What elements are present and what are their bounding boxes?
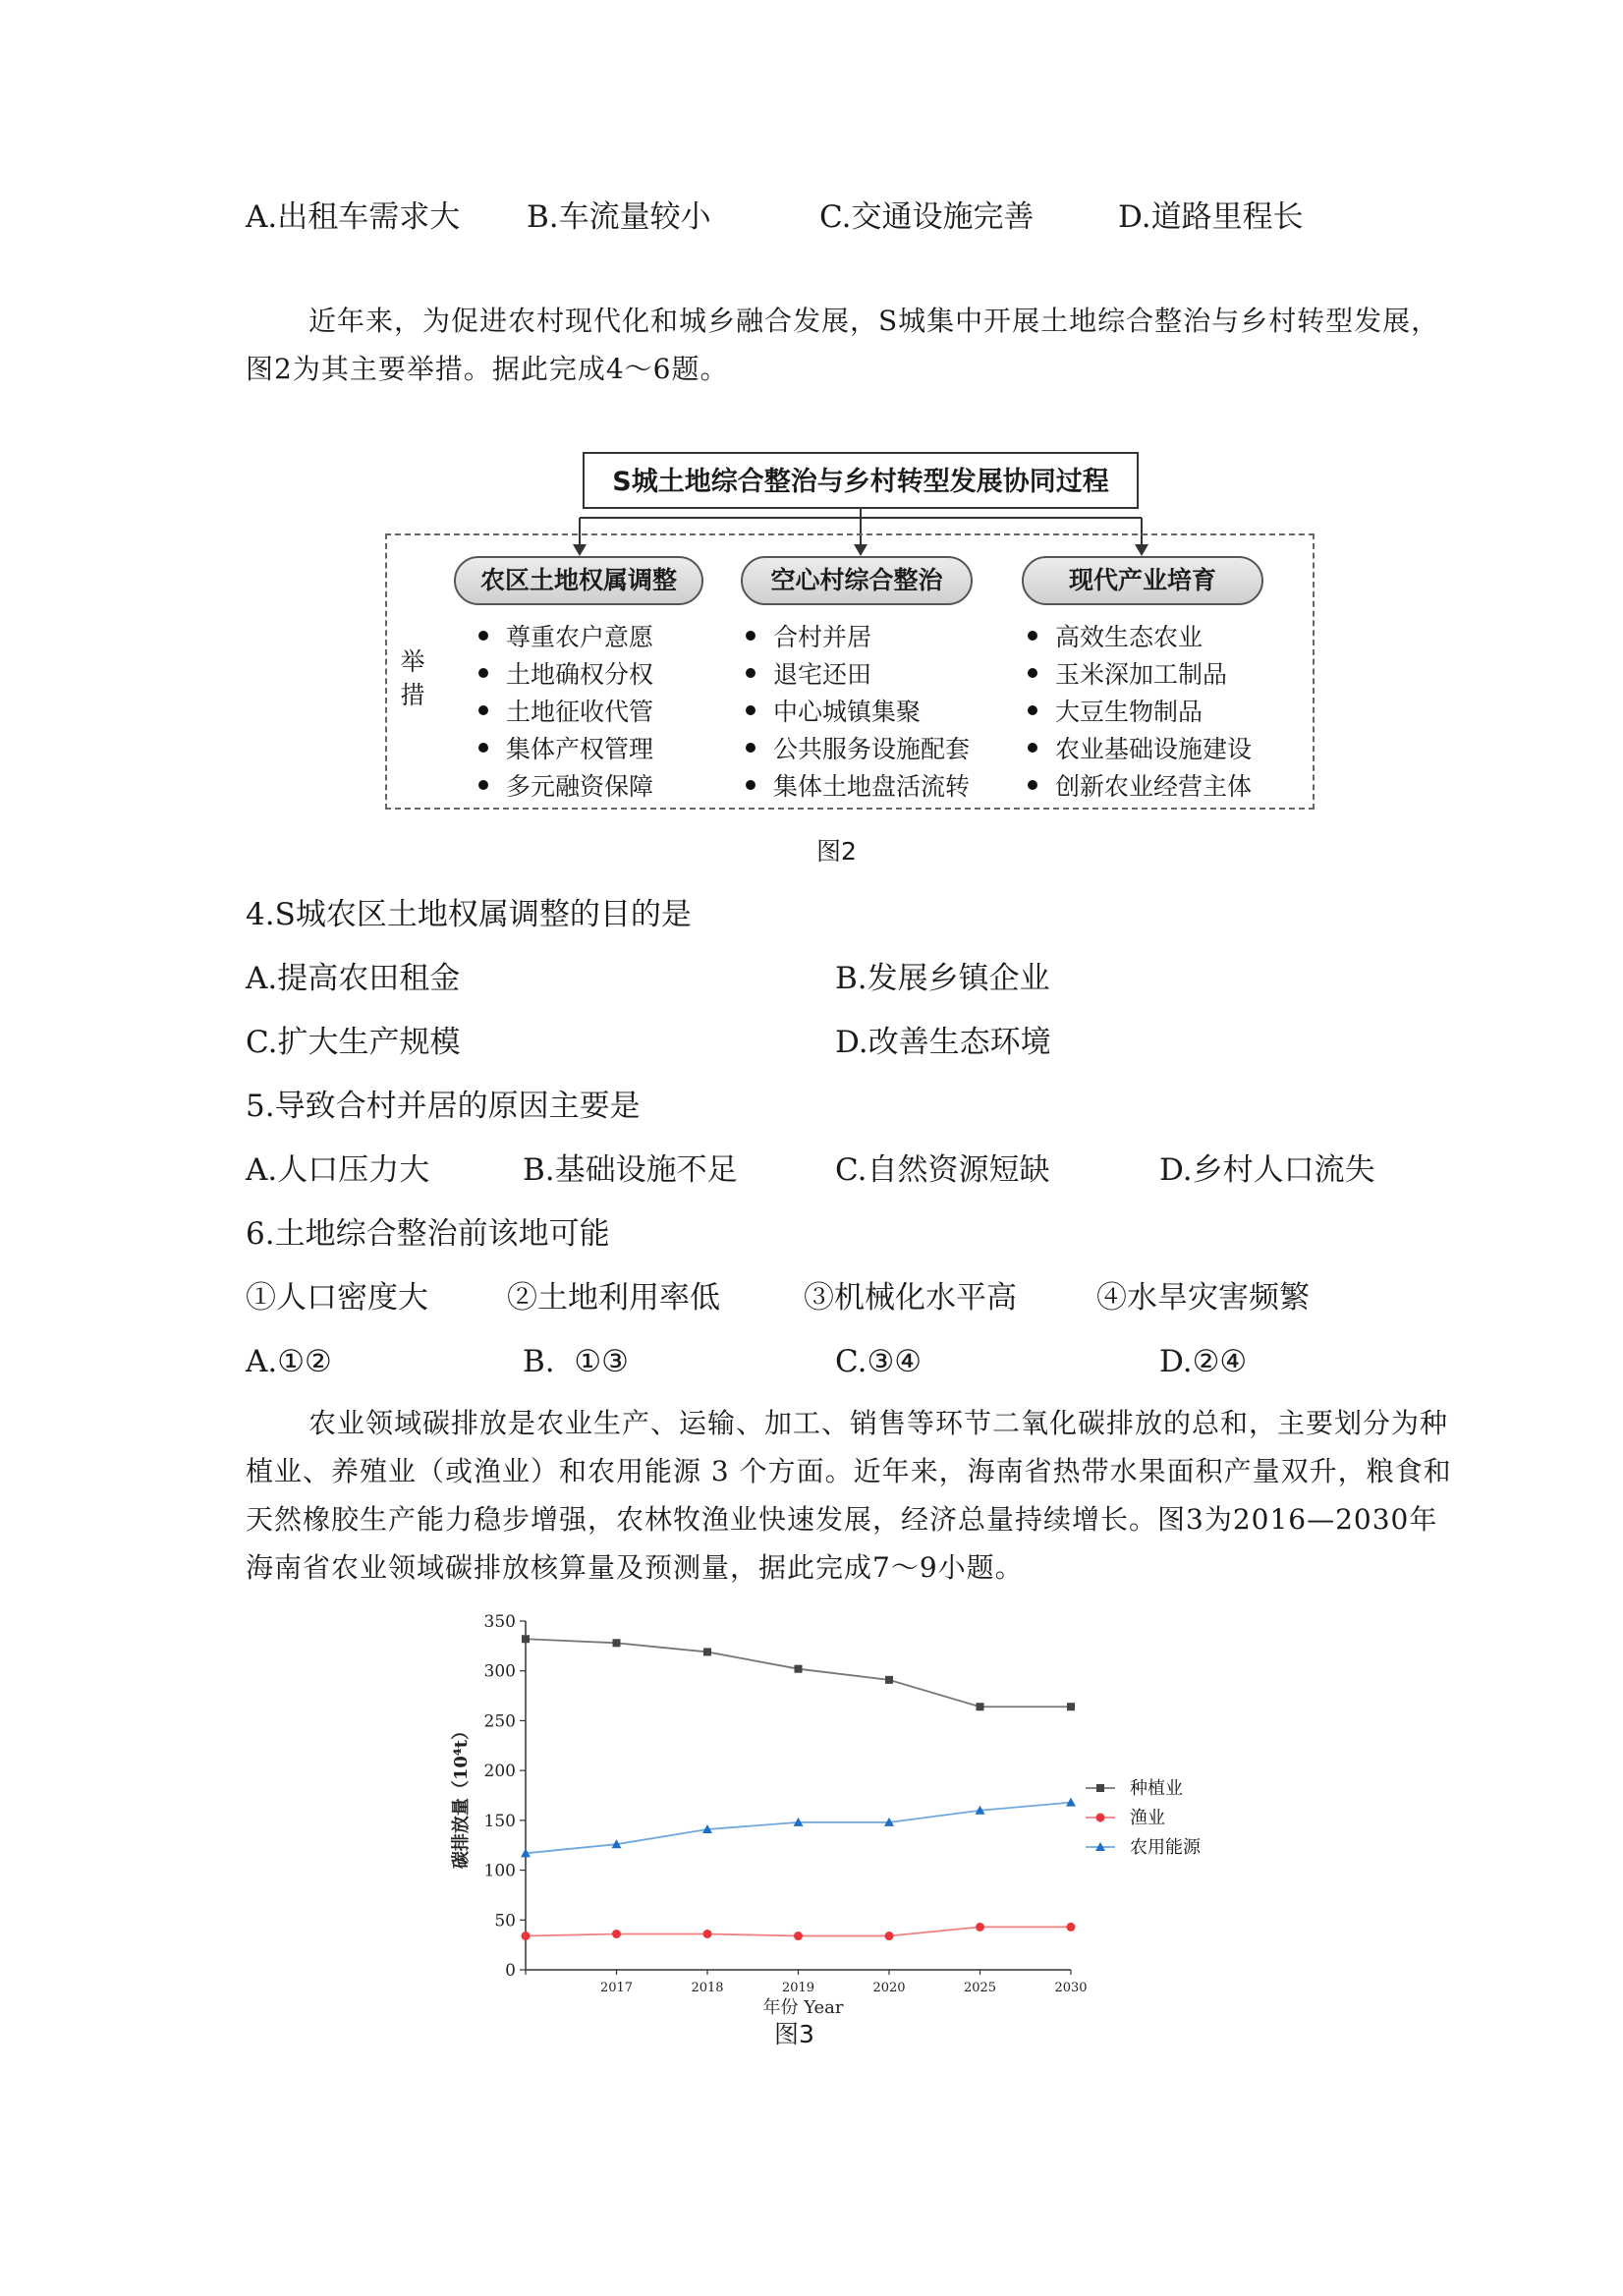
- list-item: 尊重农户意愿: [478, 619, 653, 656]
- list-item: 土地确权分权: [478, 656, 653, 694]
- bullet-icon: [478, 631, 488, 641]
- x-tick-label: 2025: [963, 1981, 997, 1995]
- list-item: 大豆生物制品: [1028, 694, 1252, 731]
- x-tick-label: 2030: [1054, 1981, 1088, 1995]
- data-point: [522, 1635, 530, 1643]
- list-item: 退宅还田: [746, 656, 970, 694]
- bullet-icon: [746, 743, 756, 753]
- data-point: [977, 1703, 984, 1710]
- y-tick-label: 200: [483, 1762, 516, 1782]
- list-item: 农业基础设施建设: [1028, 731, 1252, 768]
- legend-label: 农用能源: [1130, 1837, 1201, 1858]
- x-tick-label: 2020: [872, 1981, 906, 1995]
- intro-paragraph-fig2: 近年来，为促进农村现代化和城乡融合发展，S城集中开展土地综合整治与乡村转型发展，图2为其主要举措。据此完成4～6题。: [246, 305, 1440, 385]
- column-3-list: [1028, 619, 1252, 806]
- bullet-icon: [478, 668, 488, 678]
- y-tick-label: 250: [483, 1711, 516, 1732]
- list-item: 中心城镇集聚: [746, 694, 970, 731]
- q4-option-b: B.发展乡镇企业: [835, 961, 1050, 996]
- list-item: 集体土地盘活流转: [746, 768, 970, 806]
- column-header-1: 农区土地权属调整: [454, 556, 703, 605]
- list-item: 土地征收代管: [478, 694, 653, 731]
- y-axis-label: 碳排放量（10⁴t）: [451, 1721, 472, 1870]
- column-header-2: 空心村综合整治: [741, 556, 973, 605]
- y-tick-label: 150: [483, 1811, 516, 1831]
- data-point: [703, 1930, 712, 1938]
- data-point: [613, 1639, 621, 1647]
- q4-option-d: D.改善生态环境: [835, 1025, 1051, 1060]
- bullet-icon: [1028, 631, 1037, 641]
- q3-option-d: D.道路里程长: [1118, 199, 1304, 235]
- data-point: [976, 1923, 984, 1932]
- data-point: [1067, 1703, 1075, 1710]
- bullet-icon: [478, 705, 488, 715]
- y-tick-label: 0: [505, 1961, 516, 1981]
- legend-label: 种植业: [1130, 1778, 1183, 1799]
- x-tick-label: 2017: [599, 1981, 634, 1995]
- line-chart-figure-3: [432, 1592, 1238, 2018]
- diagram-title: S城土地综合整治与乡村转型发展协同过程: [583, 452, 1139, 509]
- bullet-icon: [1028, 705, 1037, 715]
- q5-option-a: A.人口压力大: [246, 1152, 430, 1188]
- data-point: [794, 1932, 803, 1940]
- q3-option-a: A.出租车需求大: [246, 199, 461, 235]
- bullet-icon: [746, 668, 756, 678]
- list-item: 创新农业经营主体: [1028, 768, 1252, 806]
- bullet-icon: [746, 780, 756, 790]
- q4-option-a: A.提高农田租金: [246, 961, 461, 996]
- y-tick-label: 350: [483, 1612, 516, 1632]
- q3-option-b: B.车流量较小: [527, 199, 711, 235]
- y-tick-label: 50: [494, 1911, 516, 1932]
- figure-2-caption: 图2: [816, 837, 857, 866]
- x-axis-label: 年份 Year: [762, 1997, 844, 2018]
- q6-option-d: D.②④: [1159, 1344, 1248, 1379]
- q3-option-c: C.交通设施完善: [819, 199, 1035, 235]
- measures-side-label: 举措: [400, 647, 425, 709]
- q6-statement-4: ④水旱灾害频繁: [1096, 1280, 1310, 1316]
- bullet-icon: [746, 705, 756, 715]
- data-point: [885, 1676, 893, 1684]
- series-line-3: [526, 1803, 1071, 1854]
- q6-statement-3: ③机械化水平高: [804, 1280, 1017, 1316]
- bullet-icon: [746, 631, 756, 641]
- list-item: 玉米深加工制品: [1028, 656, 1252, 694]
- q4-stem: 4.S城农区土地权属调整的目的是: [246, 897, 692, 932]
- figure-3-caption: 图3: [774, 2020, 814, 2048]
- q6-statement-1: ①人口密度大: [246, 1280, 428, 1316]
- q6-statement-2: ②土地利用率低: [507, 1280, 720, 1316]
- q5-stem: 5.导致合村并居的原因主要是: [246, 1089, 641, 1124]
- intro-paragraph-fig3: 农业领域碳排放是农业生产、运输、加工、销售等环节二氧化碳排放的总和，主要划分为种植业、养殖业（或渔业）和农用能源 3 个方面。近年来，海南省热带水果面积产量双升，粮食和天然橡胶生产能力稳步增强，农林牧渔业快速发展，经济总量持续增长。图3为2016—2030年海南省农业领域碳排放核算量及预测量，据此完成7～9小题。: [246, 1407, 1452, 1584]
- x-tick-label: 2019: [781, 1981, 815, 1995]
- q6-option-c: C.③④: [835, 1344, 923, 1379]
- data-point: [885, 1932, 894, 1940]
- data-point: [612, 1930, 621, 1938]
- list-item: 多元融资保障: [478, 768, 653, 806]
- legend-label: 渔业: [1130, 1808, 1165, 1828]
- q6-option-a: A.①②: [246, 1344, 332, 1379]
- data-point: [1067, 1923, 1076, 1932]
- q6-option-b: B. ①③: [523, 1344, 629, 1379]
- list-item: 合村并居: [746, 619, 970, 656]
- list-item: 集体产权管理: [478, 731, 653, 768]
- series-line-1: [526, 1639, 1071, 1707]
- data-point: [795, 1665, 803, 1673]
- legend-marker: [1096, 1784, 1104, 1792]
- q6-stem: 6.土地综合整治前该地可能: [246, 1216, 610, 1252]
- bullet-icon: [1028, 780, 1037, 790]
- diagram-connectors: [0, 0, 1623, 589]
- bullet-icon: [1028, 668, 1037, 678]
- q5-option-c: C.自然资源短缺: [835, 1152, 1050, 1188]
- column-header-3: 现代产业培育: [1022, 556, 1263, 605]
- q4-option-c: C.扩大生产规模: [246, 1025, 461, 1060]
- data-point: [703, 1648, 711, 1655]
- data-point: [522, 1932, 531, 1940]
- column-2-list: [746, 619, 970, 806]
- column-1-list: [478, 619, 653, 806]
- bullet-icon: [1028, 743, 1037, 753]
- q5-option-d: D.乡村人口流失: [1159, 1152, 1375, 1188]
- y-tick-label: 100: [483, 1861, 516, 1881]
- y-tick-label: 300: [483, 1661, 516, 1682]
- bullet-icon: [478, 780, 488, 790]
- legend-marker: [1096, 1814, 1105, 1822]
- q5-option-b: B.基础设施不足: [523, 1152, 738, 1188]
- bullet-icon: [478, 743, 488, 753]
- list-item: 高效生态农业: [1028, 619, 1252, 656]
- list-item: 公共服务设施配套: [746, 731, 970, 768]
- x-tick-label: 2018: [691, 1981, 724, 1995]
